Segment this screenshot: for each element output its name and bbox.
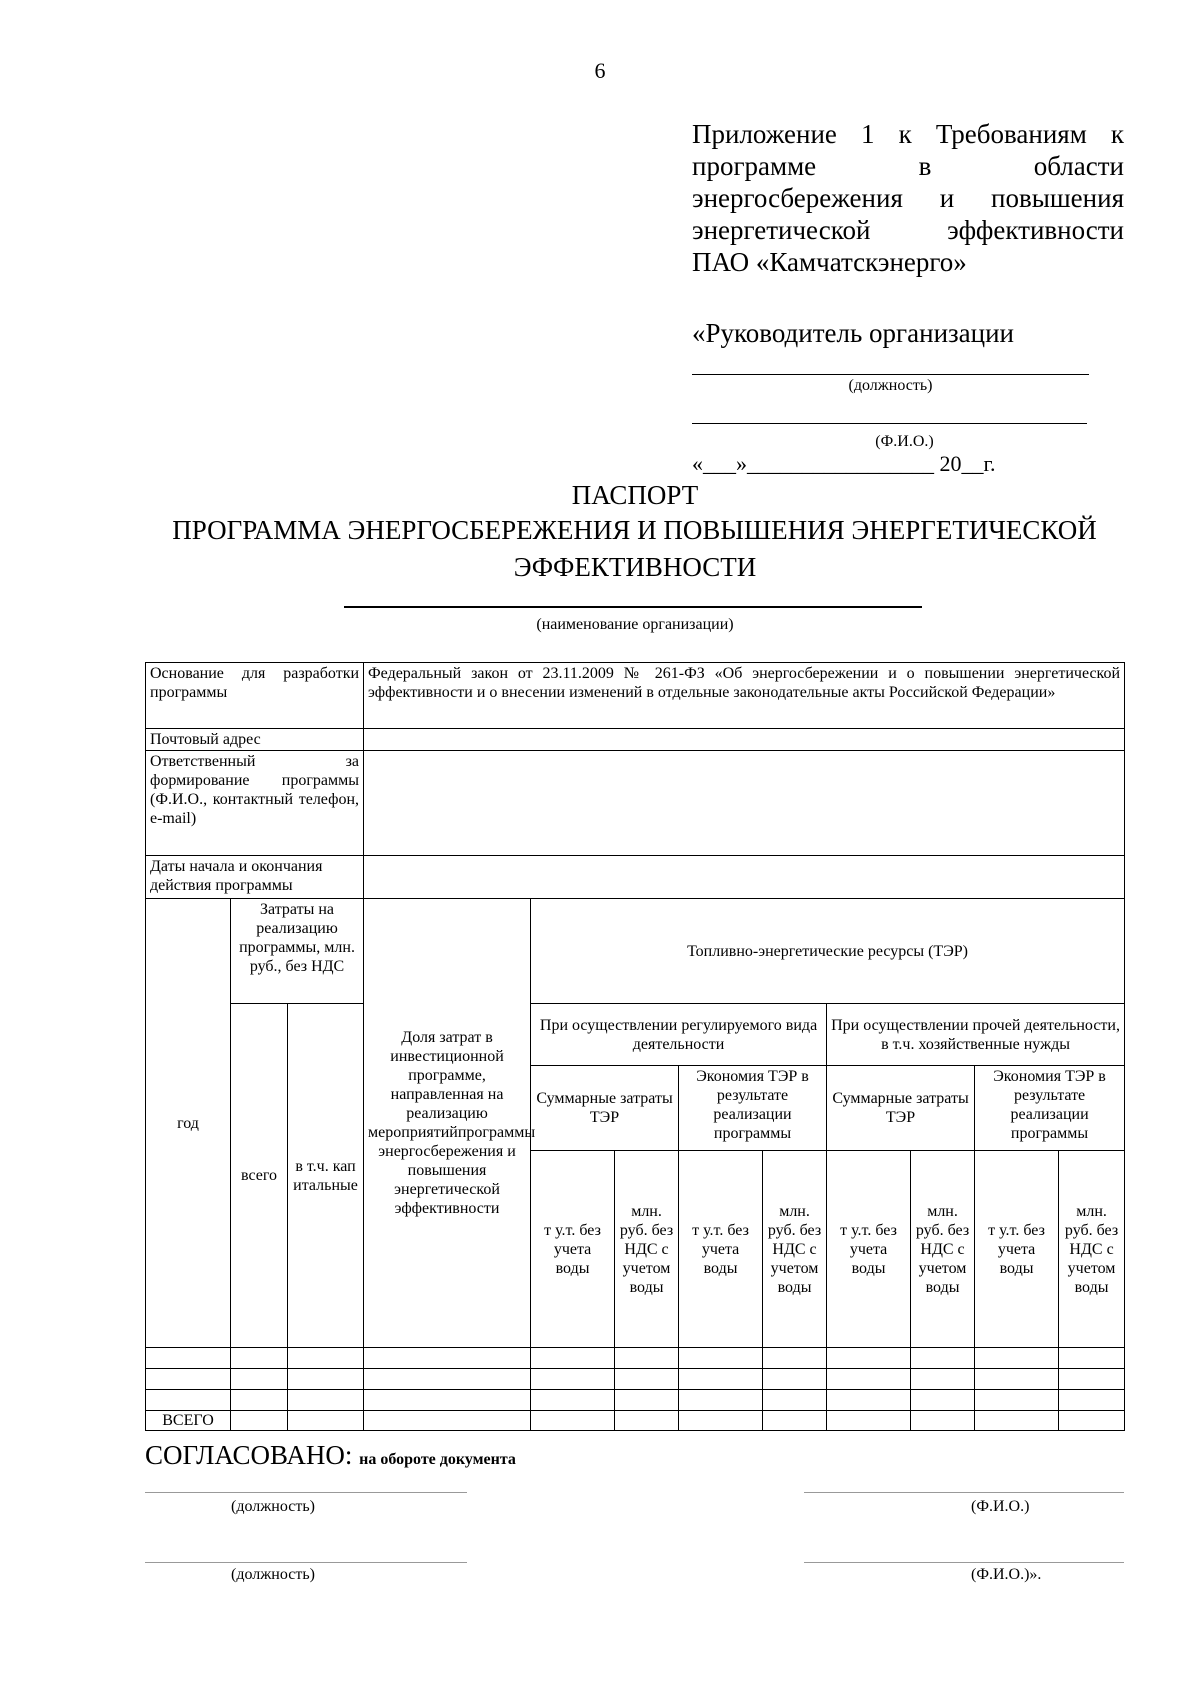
approval-head: «Руководитель организации: [692, 318, 1015, 348]
appendix-line: энергетической эффективности: [692, 215, 1124, 245]
year-header: год: [146, 899, 231, 1348]
agreed-position-caption: (должность): [231, 1566, 315, 1583]
position-caption: (должность): [848, 377, 933, 394]
unit-tut-header: т у.т. без учета воды: [827, 1151, 911, 1348]
name-signature-line: [692, 423, 1087, 424]
total-row-label: ВСЕГО: [146, 1411, 231, 1431]
passport-title: ПАСПОРТ: [571, 480, 699, 510]
organization-caption: (наименование организации): [536, 616, 734, 633]
name-caption: (Ф.И.О.): [875, 433, 934, 450]
table-row: [146, 1348, 1125, 1369]
agreed-signature-line: [804, 1492, 1124, 1493]
dates-label: Даты начала и окончания действия программы: [146, 856, 364, 899]
regulated-activity-header: При осуществлении регулируемого вида деятельности: [531, 1004, 827, 1066]
responsible-value: [364, 751, 1125, 856]
basis-value: Федеральный закон от 23.11.2009 № 261-ФЗ «Об энергосбережении и о повышении энергетической эффективности и о внесении изменений в отдельные законодательные акты Российской Федерации»: [364, 663, 1125, 729]
unit-rub-header: млн. руб. без НДС с учетом воды: [911, 1151, 975, 1348]
agreed-label: СОГЛАСОВАНО:: [145, 1440, 353, 1470]
organization-name-line: [344, 606, 922, 608]
appendix-line: программе в области: [692, 151, 1124, 181]
postal-address-value: [364, 729, 1125, 751]
responsible-label: Ответственный за формирование программы (Ф.И.О., контактный телефон, e-mail): [146, 751, 364, 856]
program-title: ПРОГРАММА ЭНЕРГОСБЕРЕЖЕНИЯ И ПОВЫШЕНИЯ ЭНЕРГЕТИЧЕСКОЙ: [172, 515, 1097, 545]
share-header: Доля затрат в инвестиционной программе, направленная на реализацию мероприятийпрограммы энергосбережения и повышения энергетической эффективности: [364, 899, 531, 1348]
dates-value: [364, 856, 1125, 899]
agreed-signature-line: [804, 1562, 1124, 1563]
other-activity-header: При осуществлении прочей деятельности, в т.ч. хозяйственные нужды: [827, 1004, 1125, 1066]
unit-rub-header: млн. руб. без НДС с учетом воды: [615, 1151, 679, 1348]
page-number: 6: [594, 58, 606, 83]
appendix-line: ПАО «Камчатскэнерго»: [692, 247, 967, 277]
costs-header: Затраты на реализацию программы, млн. руб., без НДС: [231, 899, 364, 1004]
appendix-line: энергосбережения и повышения: [692, 183, 1124, 213]
basis-label: Основание для разработки программы: [146, 663, 364, 729]
passport-table: [145, 662, 1125, 1431]
table-row: [146, 1369, 1125, 1390]
appendix-reference: [692, 118, 1124, 278]
agreed-name-caption: (Ф.И.О.): [971, 1498, 1030, 1515]
agreed-signature-line: [145, 1562, 467, 1563]
agreed-note: на обороте документа: [359, 1451, 516, 1468]
position-signature-line: [692, 374, 1089, 375]
appendix-line: Приложение 1 к Требованиям к: [692, 119, 1124, 149]
unit-tut-header: т у.т. без учета воды: [975, 1151, 1059, 1348]
program-title-cont: ЭФФЕКТИВНОСТИ: [513, 552, 757, 582]
agreed-position-caption: (должность): [231, 1498, 315, 1515]
total-row: [146, 1411, 1125, 1431]
other-savings-header: Экономия ТЭР в результате реализации программы: [975, 1066, 1125, 1151]
agreed-block: [145, 1440, 516, 1471]
table-row: [146, 1390, 1125, 1411]
regulated-savings-header: Экономия ТЭР в результате реализации программы: [679, 1066, 827, 1151]
unit-tut-header: т у.т. без учета воды: [679, 1151, 763, 1348]
capital-costs-header: в т.ч. капитальные: [288, 1004, 364, 1348]
total-costs-header: всего: [231, 1004, 288, 1348]
agreed-name-caption: (Ф.И.О.)».: [971, 1566, 1042, 1583]
unit-tut-header: т у.т. без учета воды: [531, 1151, 615, 1348]
ter-header: Топливно-энергетические ресурсы (ТЭР): [531, 899, 1125, 1004]
regulated-sum-costs-header: Суммарные затраты ТЭР: [531, 1066, 679, 1151]
agreed-signature-line: [145, 1492, 467, 1493]
other-sum-costs-header: Суммарные затраты ТЭР: [827, 1066, 975, 1151]
postal-address-label: Почтовый адрес: [146, 729, 364, 751]
approval-date-line: «___»_________________ 20__г.: [692, 451, 996, 476]
unit-rub-header: млн. руб. без НДС с учетом воды: [763, 1151, 827, 1348]
unit-rub-header: млн. руб. без НДС с учетом воды: [1059, 1151, 1125, 1348]
